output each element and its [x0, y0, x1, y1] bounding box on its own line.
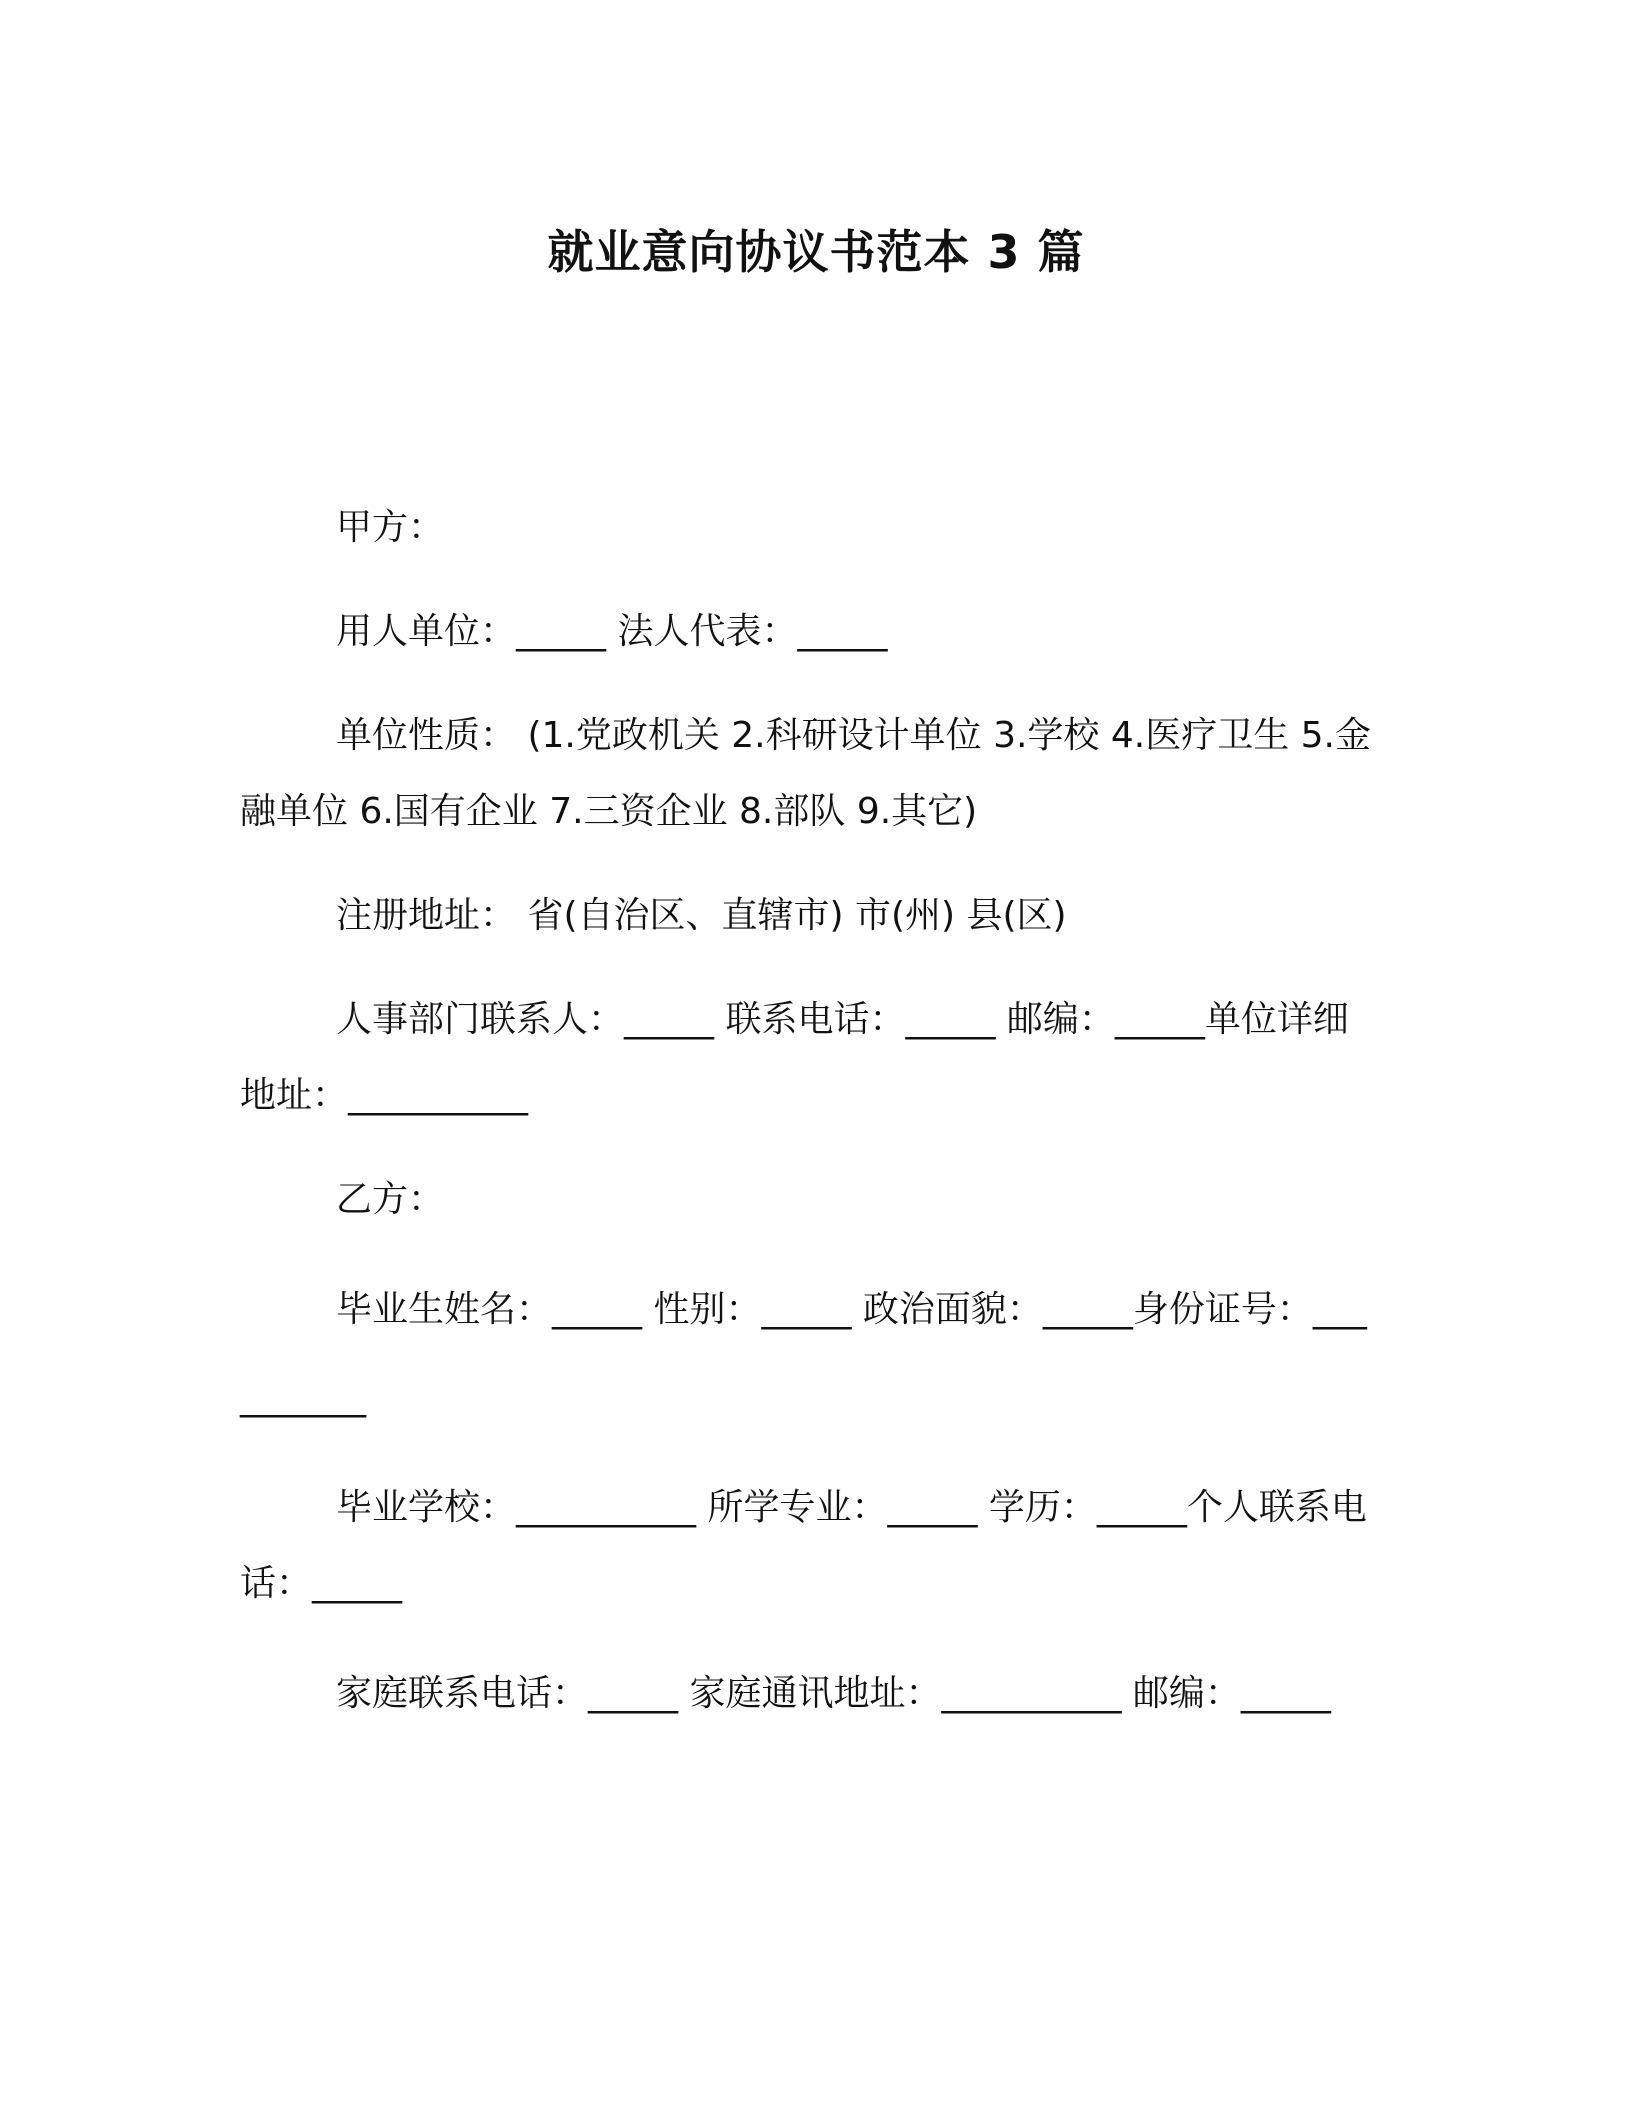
graduate-info-line: 毕业生姓名：_____ 性别：_____ 政治面貌：_____身份证号：__________ — [240, 1289, 1367, 1418]
party-b-heading: 乙方： — [336, 1179, 445, 1220]
family-contact-line: 家庭联系电话：_____ 家庭通讯地址：__________ 邮编：_____ — [336, 1673, 1331, 1714]
hr-contact-line: 人事部门联系人：_____ 联系电话：_____ 邮编：_____单位详细地址：__________ — [240, 999, 1349, 1116]
employer-line: 用人单位：_____ 法人代表：_____ — [336, 611, 888, 652]
party-a-heading: 甲方： — [336, 507, 445, 548]
document-body — [240, 490, 1384, 1766]
document-title: 就业意向协议书范本 3 篇 — [547, 225, 1085, 279]
registered-address-line: 注册地址： 省(自治区、直辖市) 市(州) 县(区) — [336, 895, 1067, 936]
unit-nature-line: 单位性质： (1.党政机关 2.科研设计单位 3.学校 4.医疗卫生 5.金融单位 6.国有企业 7.三资企业 8.部队 9.其它) — [240, 715, 1372, 832]
school-info-line: 毕业学校：__________ 所学专业：_____ 学历：_____个人联系电话：_____ — [240, 1487, 1367, 1604]
